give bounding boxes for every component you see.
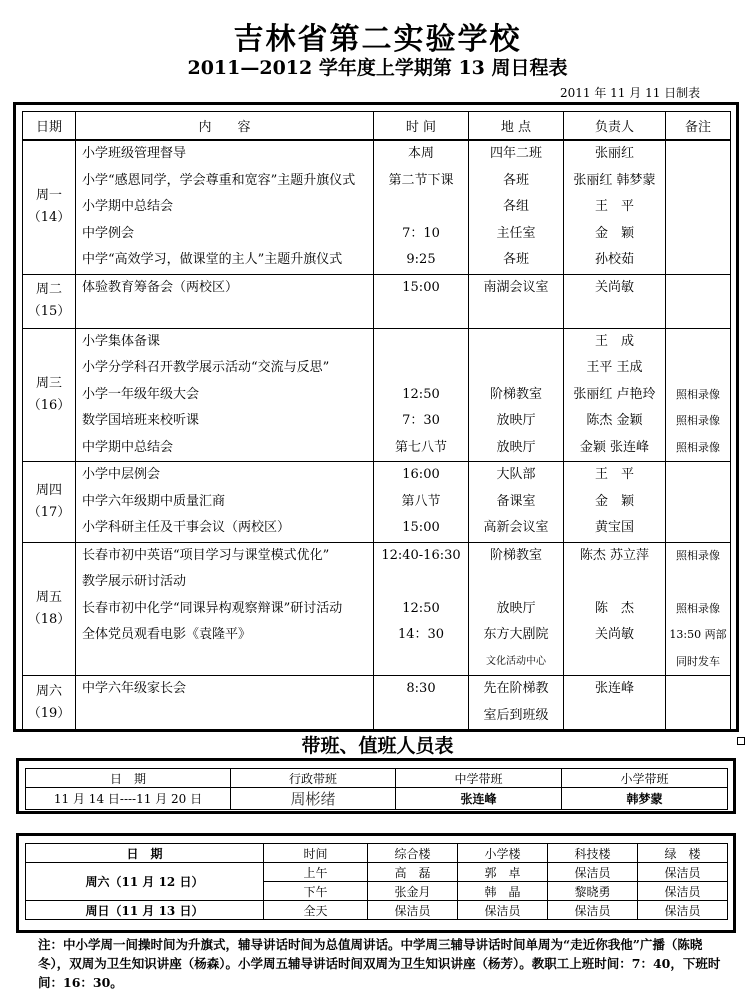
person-line: 陈杰 金颖 (586, 413, 643, 428)
time-cell (374, 274, 469, 328)
note-cell (666, 274, 731, 328)
person-line: 孙校茹 (594, 252, 634, 267)
schedule-day-row (23, 676, 731, 730)
content-line: 中学期中总结会 (82, 439, 174, 455)
place-cell (469, 328, 564, 462)
schedule-day-row (23, 462, 731, 543)
person-line: 王 成 (594, 333, 634, 349)
weekend-cell: 张金月 (368, 882, 458, 901)
person-cell (564, 676, 666, 730)
duty-table (25, 768, 728, 810)
day-cell (23, 462, 76, 543)
day-name: 周一 (35, 188, 62, 204)
time-line: 第八节 (401, 493, 441, 509)
time-line (374, 194, 468, 221)
time-line: 7：10 (402, 225, 440, 241)
place-line: 放映厅 (496, 413, 536, 428)
person-cell (564, 462, 666, 543)
note-line (666, 515, 730, 542)
person-line: 张丽红 韩梦蒙 (573, 172, 656, 188)
note-line (666, 676, 730, 703)
content-line: 长春市初中化学“同课异构观察辩课”研讨活动 (82, 600, 343, 616)
person-line: 张连峰 (594, 681, 634, 696)
weekend-header-c: 科技楼 (548, 844, 638, 863)
person-line: 黄宝国 (594, 520, 634, 535)
person-line: 张丽红 卢艳玲 (573, 386, 656, 402)
time-line: 16:00 (402, 467, 440, 482)
weekend-header-d: 绿 楼 (638, 844, 728, 863)
place-cell (469, 542, 564, 676)
schedule-day-row (23, 542, 731, 676)
schedule-subtitle: 2011—2012 学年度上学期第 13 周日程表 (187, 57, 568, 79)
place-line: 先在阶梯教 (483, 681, 549, 696)
content-cell (76, 328, 374, 462)
weekend-cell: 保洁员 (548, 863, 638, 882)
weekend-frame (16, 833, 736, 933)
weekend-time: 上午 (264, 863, 368, 882)
content-line (76, 649, 373, 676)
person-line: 张丽红 (594, 146, 634, 161)
note-line (666, 703, 730, 730)
time-line: 7：30 (402, 413, 440, 428)
day-name: 周三 (35, 375, 62, 391)
content-cell (76, 140, 374, 274)
weekend-row (26, 901, 728, 920)
place-cell (469, 274, 564, 328)
weekend-time: 全天 (264, 901, 368, 920)
duty-frame (16, 758, 736, 814)
weekend-cell: 高 磊 (368, 863, 458, 882)
time-line: 9:25 (406, 252, 436, 267)
place-line: 阶梯教室 (489, 386, 542, 402)
place-line: 备课室 (496, 493, 536, 509)
day-cell (23, 274, 76, 328)
place-line: 主任室 (496, 225, 536, 241)
day-number: （16） (27, 397, 71, 413)
person-line: 王 平 (594, 467, 634, 482)
content-line: 小学“感恩同学，学会尊重和宽容”主题升旗仪式 (82, 172, 356, 188)
place-line: 放映厅 (496, 439, 536, 455)
note-line (666, 275, 730, 302)
note-cell (666, 140, 731, 274)
time-line: 12:40-16:30 (381, 547, 461, 563)
place-line: 文化活动中心 (486, 655, 546, 667)
content-line: 小学分学科召开教学展示活动“交流与反思” (82, 360, 330, 375)
weekend-row (26, 863, 728, 882)
place-line (469, 355, 563, 382)
day-cell (23, 140, 76, 274)
day-number: （18） (27, 611, 71, 627)
time-line (374, 329, 468, 356)
weekend-cell: 韩 晶 (458, 882, 548, 901)
place-line (469, 329, 563, 356)
time-cell (374, 328, 469, 462)
place-line (469, 569, 563, 596)
note-line: 照相录像 (676, 548, 720, 562)
place-line: 室后到班级 (483, 707, 549, 723)
content-cell (76, 462, 374, 543)
person-line: 王 平 (594, 199, 634, 214)
day-number: （17） (27, 504, 71, 520)
person-line (564, 569, 665, 596)
place-line: 大队部 (496, 467, 536, 482)
duty-header-date: 日 期 (26, 769, 231, 788)
content-line: 中学六年级家长会 (82, 681, 187, 696)
note-line (666, 489, 730, 516)
person-line: 王平 王成 (586, 360, 643, 375)
time-line: 14：30 (397, 627, 445, 642)
weekend-header-b: 小学楼 (458, 844, 548, 863)
place-cell (469, 140, 564, 274)
place-cell (469, 676, 564, 730)
content-line: 小学集体备课 (82, 333, 161, 349)
day-number: （14） (27, 210, 71, 226)
content-line: 数学国培班来校听课 (82, 413, 200, 428)
time-line: 12:50 (402, 600, 440, 616)
duty-date: 11 月 14 日----11 月 20 日 (26, 788, 231, 810)
content-line (76, 703, 373, 730)
content-cell (76, 676, 374, 730)
time-line (374, 649, 468, 676)
content-line: 长春市初中英语“项目学习与课堂模式优化” (82, 547, 330, 563)
time-line: 第二节下课 (388, 172, 454, 188)
duty-header-middle: 中学带班 (396, 769, 562, 788)
place-line: 放映厅 (496, 600, 536, 616)
note-line: 照相录像 (676, 601, 720, 615)
content-line: 中学例会 (82, 225, 135, 241)
note-line (666, 168, 730, 195)
note-line (666, 301, 730, 328)
note-line: 照相录像 (676, 440, 720, 454)
place-cell (469, 462, 564, 543)
place-line: 各班 (502, 252, 529, 267)
time-cell (374, 676, 469, 730)
content-line: 小学期中总结会 (82, 199, 174, 214)
weekend-header-date: 日 期 (26, 844, 264, 863)
duty-middle: 张连峰 (396, 788, 562, 810)
day-number: （19） (27, 705, 71, 721)
note-cell (666, 328, 731, 462)
person-line (564, 301, 665, 328)
content-line: 全体党员观看电影《袁隆平》 (82, 627, 252, 642)
time-line: 15:00 (402, 279, 440, 295)
content-line: 小学科研主任及干事会议（两校区） (82, 520, 291, 535)
weekend-cell: 保洁员 (368, 901, 458, 920)
duty-header-row (26, 769, 728, 788)
day-name: 周四 (35, 482, 62, 498)
time-cell (374, 140, 469, 274)
person-line: 关尚敏 (594, 627, 634, 642)
weekend-cell: 郭 卓 (458, 863, 548, 882)
content-line (76, 301, 373, 328)
weekend-cell: 保洁员 (548, 901, 638, 920)
time-cell (374, 542, 469, 676)
content-line: 中学“高效学习，做课堂的主人”主题升旗仪式 (82, 252, 343, 267)
duty-header-primary: 小学带班 (562, 769, 728, 788)
weekend-cell: 黎晓勇 (548, 882, 638, 901)
day-name: 周六 (35, 683, 62, 699)
note-line (666, 355, 730, 382)
note-line (666, 462, 730, 489)
place-line: 各组 (502, 199, 529, 214)
note-line: 13:50 两部 (669, 628, 727, 641)
place-line: 东方大剧院 (483, 627, 549, 642)
place-line: 四年二班 (489, 146, 542, 161)
place-line: 阶梯教室 (489, 547, 542, 563)
time-line: 第七八节 (394, 439, 447, 455)
person-line: 金 颖 (594, 493, 634, 509)
sunday-label: 周日（11 月 13 日） (26, 901, 264, 920)
weekend-header-row (26, 844, 728, 863)
place-line: 南湖会议室 (483, 279, 549, 295)
content-line: 体验教育筹备会（两校区） (82, 279, 239, 295)
place-line (469, 301, 563, 328)
time-line: 本周 (407, 146, 434, 161)
person-line: 金 颖 (594, 225, 634, 241)
day-cell (23, 676, 76, 730)
note-line (666, 194, 730, 221)
weekend-cell: 保洁员 (638, 863, 728, 882)
saturday-label: 周六（11 月 12 日） (26, 863, 264, 901)
person-line: 金颖 张连峰 (579, 439, 650, 455)
person-line: 陈 杰 (594, 600, 634, 616)
duty-title: 带班、值班人员表 (301, 735, 454, 757)
person-line: 陈杰 苏立萍 (579, 547, 650, 563)
day-name: 周五 (35, 589, 62, 605)
content-cell (76, 542, 374, 676)
day-cell (23, 328, 76, 462)
footer-note: 注：中小学周一间操时间为升旗式，辅导讲话时间为总值周讲话。中学周三辅导讲话时间单周为“走近你我他”广播（陈晓冬），双周为卫生知识讲座（杨森）。小学周五辅导讲话时间双周为卫生知识讲座（杨芳）。教职工上班时间：7：40，下班时间：16：30。 (38, 937, 721, 990)
content-line: 小学班级管理督导 (82, 146, 187, 161)
weekend-cell: 保洁员 (458, 901, 548, 920)
content-cell (76, 274, 374, 328)
time-line: 15:00 (402, 520, 440, 535)
header-note: 备注 (666, 112, 731, 141)
person-line: 关尚敏 (594, 279, 634, 295)
person-line (564, 703, 665, 730)
person-cell (564, 328, 666, 462)
schedule-frame (13, 102, 739, 732)
schedule-day-row (23, 328, 731, 462)
duty-data-row (26, 788, 728, 810)
note-line (666, 329, 730, 356)
weekend-cell: 保洁员 (638, 882, 728, 901)
content-line: 中学六年级期中质量汇商 (82, 493, 226, 509)
time-line (374, 703, 468, 730)
header-time: 时 间 (374, 112, 469, 141)
header-person: 负责人 (564, 112, 666, 141)
header-date: 日期 (23, 112, 76, 141)
note-line: 照相录像 (676, 387, 720, 401)
time-line (374, 569, 468, 596)
weekend-table (25, 843, 728, 920)
header-content: 内 容 (76, 112, 374, 141)
schedule-day-row (23, 140, 731, 274)
note-line (666, 221, 730, 248)
note-line (666, 141, 730, 168)
note-cell (666, 676, 731, 730)
time-cell (374, 462, 469, 543)
school-title: 吉林省第二实验学校 (233, 22, 522, 57)
place-line: 各班 (502, 172, 529, 188)
schedule-table (22, 111, 731, 730)
day-cell (23, 542, 76, 676)
schedule-header-row (23, 112, 731, 141)
content-line: 小学一年级年级大会 (82, 386, 200, 402)
weekend-header-time: 时间 (264, 844, 368, 863)
time-line (374, 355, 468, 382)
person-cell (564, 274, 666, 328)
day-number: （15） (27, 304, 71, 319)
header-place: 地 点 (469, 112, 564, 141)
day-name: 周二 (35, 282, 62, 297)
made-date: 2011 年 11 月 11 日制表 (560, 86, 701, 100)
time-line: 12:50 (402, 386, 440, 402)
selection-handle (737, 737, 745, 745)
weekend-cell: 保洁员 (638, 901, 728, 920)
weekend-header-a: 综合楼 (368, 844, 458, 863)
note-line: 照相录像 (676, 414, 720, 427)
person-line (564, 649, 665, 676)
note-cell (666, 462, 731, 543)
note-line (666, 569, 730, 596)
content-line: 教学展示研讨活动 (82, 574, 187, 589)
duty-header-admin: 行政带班 (231, 769, 396, 788)
person-cell (564, 542, 666, 676)
schedule-day-row (23, 274, 731, 328)
weekend-time: 下午 (264, 882, 368, 901)
duty-admin: 周彬绪 (231, 788, 396, 810)
note-line: 同时发车 (676, 654, 720, 668)
note-line (666, 247, 730, 274)
person-cell (564, 140, 666, 274)
duty-primary: 韩梦蒙 (562, 788, 728, 810)
note-cell (666, 542, 731, 676)
time-line: 8:30 (406, 681, 436, 696)
content-line: 小学中层例会 (82, 467, 161, 482)
time-line (374, 301, 468, 328)
place-line: 高新会议室 (483, 520, 549, 535)
